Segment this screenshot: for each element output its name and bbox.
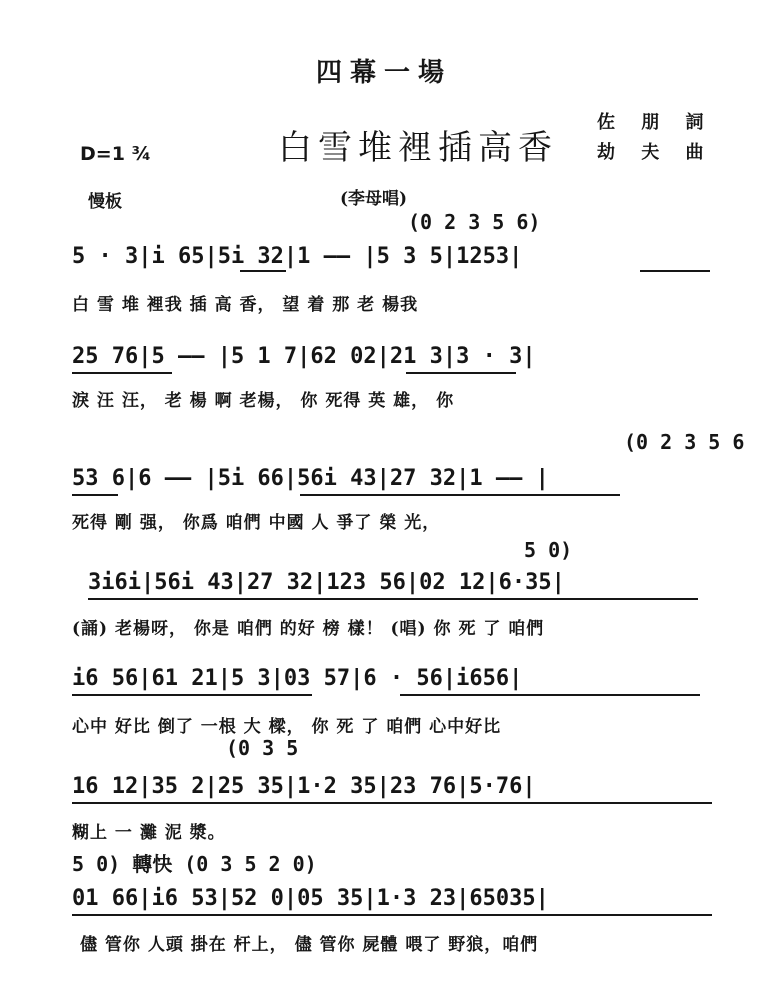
intro-phrase: (0 3 5 [226, 736, 299, 760]
lyric-line: 儘 管你 人頭 掛在 杆上， 儘 管你 屍體 喂了 野狼，咱們 [80, 935, 539, 955]
notation-line: 3i6i|56i 43|27 32|123 56|02 12|6·35| [88, 570, 565, 595]
beam-line [72, 494, 118, 496]
notation-line: i6 56|61 21|5 3|03 57|6 · 56|i656| [72, 666, 523, 691]
beam-line [240, 270, 286, 272]
lyric-line: 心中 好比 倒了 一根 大 樑， 你 死 了 咱們 心中好比 [72, 717, 502, 737]
lyric-line: (誦) 老楊呀， 你是 咱們 的好 榜 樣！ (唱) 你 死 了 咱們 [72, 619, 545, 639]
beam-line [406, 372, 516, 374]
intro-phrase: 5 0) 轉快 (0 3 5 2 0) [72, 852, 317, 876]
beam-line [72, 802, 712, 804]
beam-line [88, 598, 698, 600]
composer-credit: 劫 夫 曲 [597, 142, 714, 163]
tempo-marking: 慢板 [88, 192, 122, 212]
beam-line [300, 494, 620, 496]
intro-phrase: (0 2 3 5 6 [624, 430, 745, 454]
beam-line [640, 270, 710, 272]
beam-line [72, 372, 172, 374]
key-signature: D=1 ¾ [80, 143, 152, 165]
lyricist-credit: 佐 朋 詞 [597, 112, 714, 133]
act-scene-heading: 四幕一場 [316, 58, 453, 88]
song-title: 白雪堆裡插高香 [278, 128, 558, 168]
lyric-line: 死得 剛 强， 你爲 咱們 中國 人 爭了 榮 光， [72, 513, 441, 533]
notation-line: 53 6|6 —— |5i 66|56i 43|27 32|1 —— | [72, 466, 549, 491]
notation-line: 16 12|35 2|25 35|1·2 35|23 76|5·76| [72, 774, 536, 799]
lyric-line: 白 雪 堆 裡我 插 高 香， 望 着 那 老 楊我 [72, 295, 419, 315]
intro-phrase: (0 2 3 5 6) [408, 210, 541, 234]
notation-line: 5 · 3|i 65|5i 32|1 —— |5 3 5|1253| [72, 244, 523, 269]
beam-line [72, 694, 312, 696]
lyric-line: 淚 汪 汪， 老 楊 啊 老楊， 你 死得 英 雄， 你 [72, 391, 455, 411]
lyric-line: 糊上 一 灘 泥 漿。 [72, 823, 226, 843]
singer-marking: (李母唱) [340, 189, 408, 209]
beam-line [400, 694, 700, 696]
intro-phrase: 5 0) [524, 538, 573, 562]
notation-line: 01 66|i6 53|52 0|05 35|1·3 23|65035| [72, 886, 549, 911]
beam-line [72, 914, 712, 916]
notation-line: 25 76|5 —— |5 1 7|62 02|21 3|3 · 3| [72, 344, 536, 369]
